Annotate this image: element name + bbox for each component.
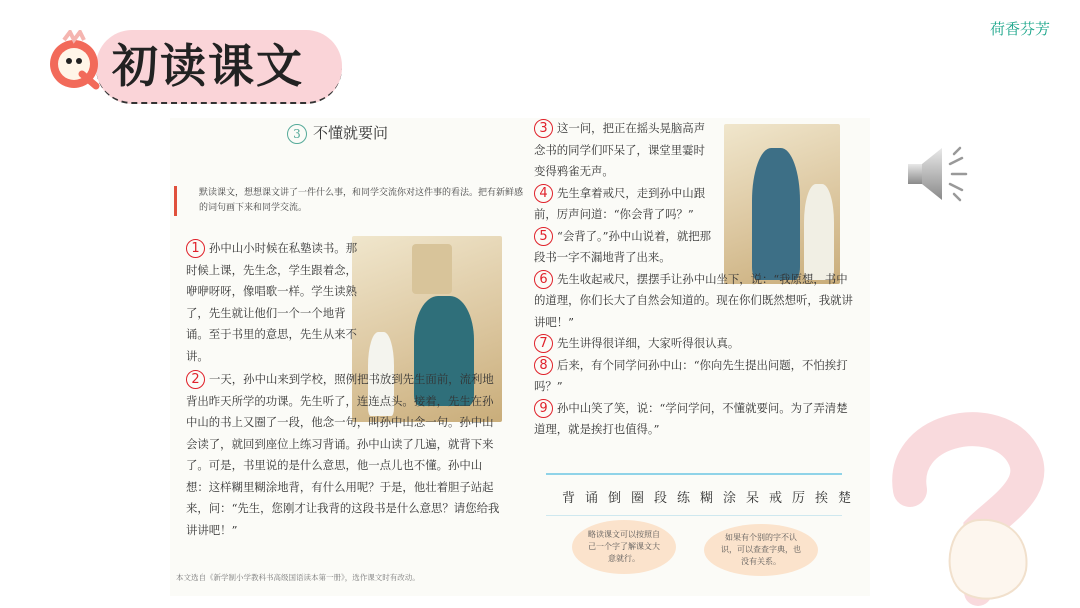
paragraph-text: 先生讲得很详细，大家听得很认真。 <box>557 336 740 350</box>
lesson-number: 3 <box>287 124 307 144</box>
paragraph-number: 7 <box>534 334 553 353</box>
paragraph-number: 1 <box>186 239 205 258</box>
paragraph-3 <box>534 118 716 183</box>
q-logo-icon <box>44 30 108 94</box>
paragraph-number: 4 <box>534 184 553 203</box>
paragraph-text: 先生拿着戒尺，走到孙中山跟前，厉声问道：“你会背了吗？” <box>534 185 706 221</box>
paragraph-7 <box>534 333 854 355</box>
page-title: 初读课文 <box>112 39 304 93</box>
footnote: 本文选自《新学制小学教科书高级国语读本第一册》，选作课文时有改动。 <box>176 573 420 582</box>
paragraph-text: 后来，有个同学问孙中山：“你向先生提出问题，不怕挨打吗？” <box>534 357 848 393</box>
paragraph-text: 先生收起戒尺，摆摆手让孙中山坐下，说：“我原想，书中的道理，你们长大了自然会知道的。现在你们既然想听，我就讲讲吧！” <box>534 271 853 329</box>
paragraph-5 <box>534 226 716 269</box>
paragraph-4 <box>534 183 716 226</box>
paragraph-text: 一天，孙中山来到学校，照例把书放到先生面前，流利地背出昨天所学的功课。先生听了，连连点头。接着，先生在孙中山的书上又圈了一段，他念一句，叫孙中山念一句。孙中山会读了，就回到座位上练习背诵。孙中山读了几遍，就背下来了。可是，书里说的是什么意思，他一点儿也不懂。孙中山想：这样糊里糊涂地背，有什么用呢？于是，他壮着胆子站起来，问：“先生，您刚才让我背的这段书是什么意思？请您给我讲讲吧！” <box>186 372 500 537</box>
paragraph-text: 这一问，把正在摇头晃脑高声念书的同学们吓呆了，课堂里霎时变得鸦雀无声。 <box>534 121 706 178</box>
paragraph-1 <box>186 238 358 367</box>
paragraph-number: 9 <box>534 399 553 418</box>
speaker-icon[interactable] <box>904 142 974 206</box>
paragraph-text: 孙中山笑了笑，说：“学问学问，不懂就要问。为了弄清楚道理，就是挨打也值得。” <box>534 400 848 436</box>
paragraph-number: 6 <box>534 270 553 289</box>
paragraph-8 <box>534 355 854 398</box>
right-column <box>534 118 854 441</box>
paragraph-2 <box>186 369 504 541</box>
paragraph-text: “会背了。”孙中山说着，就把那段书一字不漏地背了出来。 <box>534 228 712 264</box>
paragraph-number: 5 <box>534 227 553 246</box>
new-characters: 背诵倒圈段练糊涂呆戒厉挨楚 <box>562 491 862 506</box>
reading-tip: 默读课文，想想课文讲了一件什么事，和同学交流你对这件事的看法。把有新鲜感的词句画下来和同学交流。 <box>174 186 523 216</box>
paragraph-number: 3 <box>534 119 553 138</box>
paragraph-number: 8 <box>534 356 553 375</box>
lesson-title <box>287 122 388 144</box>
paragraph-9 <box>534 398 854 441</box>
lesson-title-text: 不懂就要问 <box>313 124 389 142</box>
paragraph-6 <box>534 269 854 334</box>
tip-bubble: 如果有个别的字不认识，可以查查字典，也没有关系。 <box>704 524 818 576</box>
paragraph-text: 孙中山小时候在私塾读书。那时候上课，先生念，学生跟着念，咿咿呀呀，像唱歌一样。学生读熟了，先生就让他们一个一个地背诵。至于书里的意思，先生从来不讲。 <box>186 241 358 363</box>
brand-label: 荷香芬芳 <box>989 20 1050 38</box>
left-column <box>186 238 504 541</box>
tip-bubble: 略读课文可以按照自己一个字了解课文大意就行。 <box>572 520 676 574</box>
question-mark-decoration <box>880 400 1080 608</box>
paragraph-number: 2 <box>186 370 205 389</box>
